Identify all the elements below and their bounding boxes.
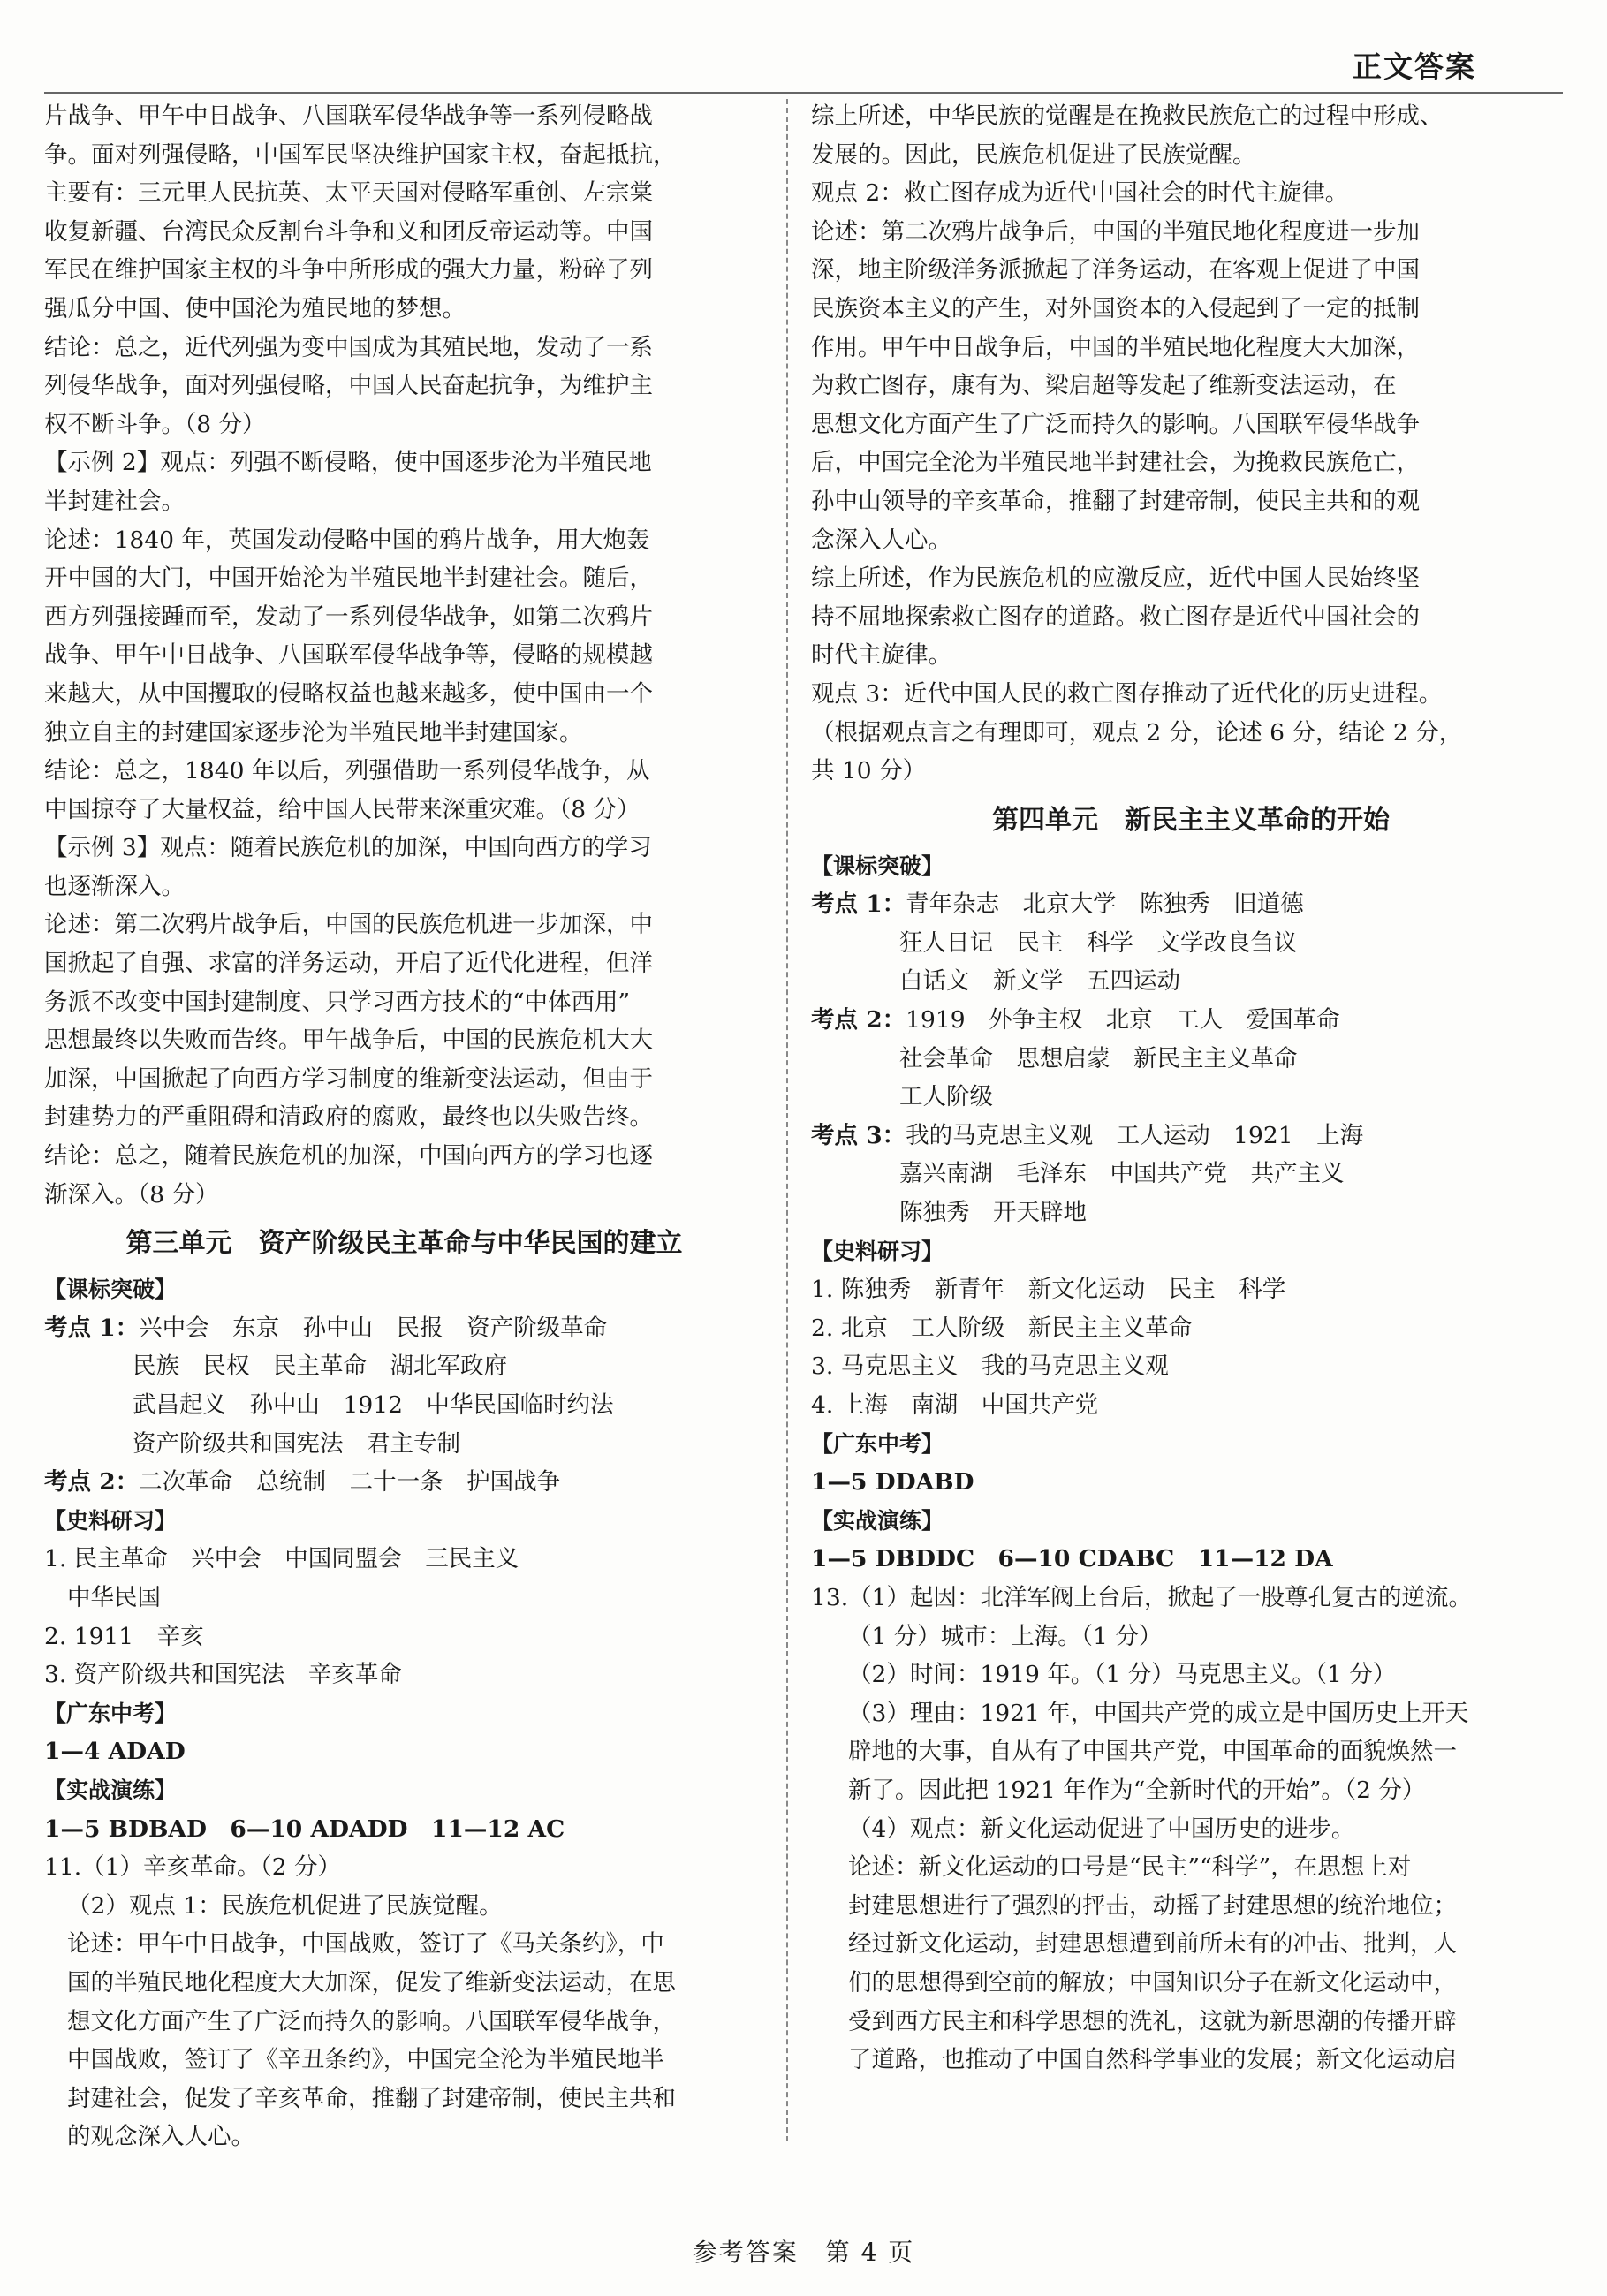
shiliao-answer: 2. 1911 辛亥 <box>44 1622 204 1650</box>
unit3-title: 第三单元 资产阶级民主革命与中华民国的建立 <box>125 1228 683 1260</box>
text-line: 时代主旋律。 <box>811 641 951 670</box>
question-answer: 封建社会，促发了辛亥革命，推翻了封建帝制，使民主共和 <box>67 2084 676 2112</box>
text-line: 共 10 分） <box>811 757 927 785</box>
text-line: 开中国的大门，中国开始沦为半殖民地半封建社会。随后， <box>44 565 653 593</box>
kaodian-answer: 武昌起义 孙中山 1912 中华民国临时约法 <box>133 1391 614 1419</box>
section-heading: 【课标突破】 <box>44 1277 178 1303</box>
choice-answers: 1—5 BDBAD 6—10 ADADD 11—12 AC <box>44 1815 565 1843</box>
question-answer: 中国战败，签订了《辛丑条约》，中国完全沦为半殖民地半 <box>67 2046 664 2074</box>
text-line: 来越大，从中国攫取的侵略权益也越来越多，使中国由一个 <box>44 679 653 708</box>
question-answer: 论述：甲午中日战争，中国战败，签订了《马关条约》，中 <box>67 1930 664 1959</box>
question-answer: （4）观点：新文化运动促进了中国历史的进步。 <box>848 1815 1355 1843</box>
text-line: 持不屈地探索救亡图存的道路。救亡图存是近代中国社会的 <box>811 602 1420 631</box>
shiliao-answer: 1. 陈独秀 新青年 新文化运动 民主 科学 <box>811 1276 1286 1304</box>
kaodian-label: 考点 1： <box>811 890 906 919</box>
page-footer: 参考答案 第 4 页 <box>692 2238 915 2267</box>
text-line: 中国掠夺了大量权益，给中国人民带来深重灾难。（8 分） <box>44 795 641 823</box>
kaodian-answer: 青年杂志 北京大学 陈独秀 旧道德 <box>906 890 1304 919</box>
kaodian-answer: 资产阶级共和国宪法 君主专制 <box>133 1429 460 1458</box>
shiliao-answer: 4. 上海 南湖 中国共产党 <box>811 1391 1099 1419</box>
kaodian-answer: 陈独秀 开天辟地 <box>899 1199 1087 1227</box>
kaodian-answer: 兴中会 东京 孙中山 民报 资产阶级革命 <box>139 1314 608 1342</box>
text-line: 半封建社会。 <box>44 487 185 515</box>
question-answer: （3）理由：1921 年，中国共产党的成立是中国历史上开天 <box>848 1699 1469 1727</box>
question-answer: 11.（1）辛亥革命。（2 分） <box>44 1853 342 1882</box>
question-answer: 的观念深入人心。 <box>67 2123 254 2151</box>
text-line: 主要有：三元里人民抗英、太平天国对侵略军重创、左宗棠 <box>44 179 653 208</box>
question-answer: 封建思想进行了强烈的抨击，动摇了封建思想的统治地位； <box>848 1891 1457 1920</box>
section-heading: 【史料研习】 <box>44 1507 178 1534</box>
section-heading: 【实战演练】 <box>44 1777 178 1803</box>
text-line: 独立自主的封建国家逐步沦为半殖民地半封建国家。 <box>44 718 583 746</box>
text-line: 观点 2：救亡图存成为近代中国社会的时代主旋律。 <box>811 179 1349 208</box>
text-line: 权不断斗争。（8 分） <box>44 410 266 438</box>
text-line: 也逐渐深入。 <box>44 872 185 900</box>
header-divider <box>44 92 1563 94</box>
text-line: 争。面对列强侵略，中国军民坚决维护国家主权，奋起抵抗， <box>44 140 677 169</box>
text-line: 军民在维护国家主权的斗争中所形成的强大力量，粉碎了列 <box>44 256 653 284</box>
kaodian-answer: 二次革命 总统制 二十一条 护国战争 <box>139 1468 561 1497</box>
choice-answers: 1—4 ADAD <box>44 1738 186 1766</box>
text-line: 念深入人心。 <box>811 526 951 554</box>
question-answer: 们的思想得到空前的解放；中国知识分子在新文化运动中， <box>848 1968 1457 1997</box>
text-line: 【示例 3】观点：随着民族危机的加深，中国向西方的学习 <box>44 834 652 862</box>
section-heading: 【课标突破】 <box>811 852 944 879</box>
text-line: 作用。甲午中日战争后，中国的半殖民地化程度大大加深， <box>811 333 1420 361</box>
text-line: 加深，中国掀起了向西方学习制度的维新变法运动，但由于 <box>44 1065 653 1093</box>
text-line: 论述：1840 年，英国发动侵略中国的鸦片战争，用大炮轰 <box>44 526 650 554</box>
question-answer: 13.（1）起因：北洋军阀上台后，掀起了一股尊孔复古的逆流。 <box>811 1583 1473 1611</box>
text-line: 论述：第二次鸦片战争后，中国的半殖民地化程度进一步加 <box>811 217 1420 246</box>
unit4-title: 第四单元 新民主主义革命的开始 <box>992 804 1390 836</box>
text-line: 发展的。因此，民族危机促进了民族觉醒。 <box>811 140 1256 169</box>
kaodian-answer: 社会革命 思想启蒙 新民主主义革命 <box>899 1044 1298 1072</box>
text-line: 观点 3：近代中国人民的救亡图存推动了近代化的历史进程。 <box>811 679 1443 708</box>
shiliao-answer: 3. 马克思主义 我的马克思主义观 <box>811 1353 1169 1381</box>
text-line: 渐深入。（8 分） <box>44 1180 219 1209</box>
question-answer: 经过新文化运动，封建思想遭到前所未有的冲击、批判，人 <box>848 1930 1457 1959</box>
text-line: （根据观点言之有理即可，观点 2 分，论述 6 分，结论 2 分， <box>811 718 1463 746</box>
column-divider <box>786 99 788 2141</box>
question-answer: 了道路，也推动了中国自然科学事业的发展；新文化运动启 <box>848 2046 1457 2074</box>
text-line: 孙中山领导的辛亥革命，推翻了封建帝制，使民主共和的观 <box>811 487 1420 515</box>
page-header-title: 正文答案 <box>1353 49 1476 84</box>
kaodian-answer: 狂人日记 民主 科学 文学改良刍议 <box>899 928 1298 957</box>
section-heading: 【实战演练】 <box>811 1507 944 1534</box>
shiliao-answer: 中华民国 <box>67 1583 161 1611</box>
kaodian-answer: 1919 外争主权 北京 工人 爱国革命 <box>906 1006 1340 1034</box>
kaodian-label: 考点 2： <box>44 1468 140 1497</box>
text-line: 【示例 2】观点：列强不断侵略，使中国逐步沦为半殖民地 <box>44 449 652 477</box>
text-line: 结论：总之，1840 年以后，列强借助一系列侵华战争，从 <box>44 757 650 785</box>
kaodian-label: 考点 3： <box>811 1121 906 1149</box>
shiliao-answer: 1. 民主革命 兴中会 中国同盟会 三民主义 <box>44 1545 519 1573</box>
kaodian-answer: 嘉兴南湖 毛泽东 中国共产党 共产主义 <box>899 1160 1345 1188</box>
text-line: 思想文化方面产生了广泛而持久的影响。八国联军侵华战争 <box>811 410 1420 438</box>
text-line: 民族资本主义的产生，对外国资本的入侵起到了一定的抵制 <box>811 294 1420 322</box>
question-answer: 国的半殖民地化程度大大加深，促发了维新变法运动，在思 <box>67 1968 676 1997</box>
text-line: 国掀起了自强、求富的洋务运动，开启了近代化进程，但洋 <box>44 950 653 978</box>
text-line: 综上所述，作为民族危机的应激反应，近代中国人民始终坚 <box>811 565 1420 593</box>
question-answer: 想文化方面产生了广泛而持久的影响。八国联军侵华战争， <box>67 2007 676 2035</box>
question-answer: （2）观点 1：民族危机促进了民族觉醒。 <box>67 1891 503 1920</box>
text-line: 收复新疆、台湾民众反割台斗争和义和团反帝运动等。中国 <box>44 217 653 246</box>
question-answer: （2）时间：1919 年。（1 分）马克思主义。（1 分） <box>848 1661 1397 1689</box>
section-heading: 【广东中考】 <box>44 1700 178 1726</box>
kaodian-answer: 白话文 新文学 五四运动 <box>899 967 1180 996</box>
text-line: 综上所述，中华民族的觉醒是在挽救民族危亡的过程中形成、 <box>811 102 1444 130</box>
text-line: 结论：总之，近代列强为变中国成为其殖民地，发动了一系 <box>44 333 653 361</box>
question-answer: 受到西方民主和科学思想的洗礼，这就为新思潮的传播开辟 <box>848 2007 1457 2035</box>
text-line: 西方列强接踵而至，发动了一系列侵华战争，如第二次鸦片 <box>44 602 653 631</box>
text-line: 为救亡图存，康有为、梁启超等发起了维新变法运动，在 <box>811 372 1397 400</box>
text-line: 战争、甲午中日战争、八国联军侵华战争等，侵略的规模越 <box>44 641 653 670</box>
shiliao-answer: 3. 资产阶级共和国宪法 辛亥革命 <box>44 1661 402 1689</box>
question-answer: 论述：新文化运动的口号是“民主”“科学”，在思想上对 <box>848 1853 1412 1882</box>
kaodian-answer: 我的马克思主义观 工人运动 1921 上海 <box>906 1121 1364 1149</box>
kaodian-label: 考点 2： <box>811 1006 906 1034</box>
section-heading: 【史料研习】 <box>811 1238 944 1264</box>
text-line: 务派不改变中国封建制度、只学习西方技术的“中体西用” <box>44 988 631 1016</box>
kaodian-label: 考点 1： <box>44 1314 140 1342</box>
text-line: 强瓜分中国、使中国沦为殖民地的梦想。 <box>44 294 466 322</box>
kaodian-answer: 工人阶级 <box>899 1083 993 1111</box>
kaodian-answer: 民族 民权 民主革命 湖北军政府 <box>133 1353 507 1381</box>
question-answer: 辟地的大事，自从有了中国共产党，中国革命的面貌焕然一 <box>848 1738 1457 1766</box>
text-line: 深，地主阶级洋务派掀起了洋务运动，在客观上促进了中国 <box>811 256 1420 284</box>
question-answer: （1 分）城市：上海。（1 分） <box>848 1622 1163 1650</box>
section-heading: 【广东中考】 <box>811 1430 944 1457</box>
text-line: 封建势力的严重阻碍和清政府的腐败，最终也以失败告终。 <box>44 1103 653 1132</box>
shiliao-answer: 2. 北京 工人阶级 新民主主义革命 <box>811 1314 1193 1342</box>
text-line: 结论：总之，随着民族危机的加深，中国向西方的学习也逐 <box>44 1142 653 1171</box>
right-column <box>811 97 1571 2080</box>
text-line: 论述：第二次鸦片战争后，中国的民族危机进一步加深，中 <box>44 911 653 939</box>
choice-answers: 1—5 DDABD <box>811 1468 974 1497</box>
text-line: 思想最终以失败而告终。甲午战争后，中国的民族危机大大 <box>44 1027 653 1055</box>
text-line: 后，中国完全沦为半殖民地半封建社会，为挽救民族危亡， <box>811 449 1420 477</box>
text-line: 列侵华战争，面对列强侵略，中国人民奋起抗争，为维护主 <box>44 372 653 400</box>
text-line: 片战争、甲午中日战争、八国联军侵华战争等一系列侵略战 <box>44 102 653 130</box>
left-column <box>44 97 764 2156</box>
choice-answers: 1—5 DBDDC 6—10 CDABC 11—12 DA <box>811 1545 1333 1573</box>
question-answer: 新了。因此把 1921 年作为“全新时代的开始”。（2 分） <box>848 1776 1426 1804</box>
